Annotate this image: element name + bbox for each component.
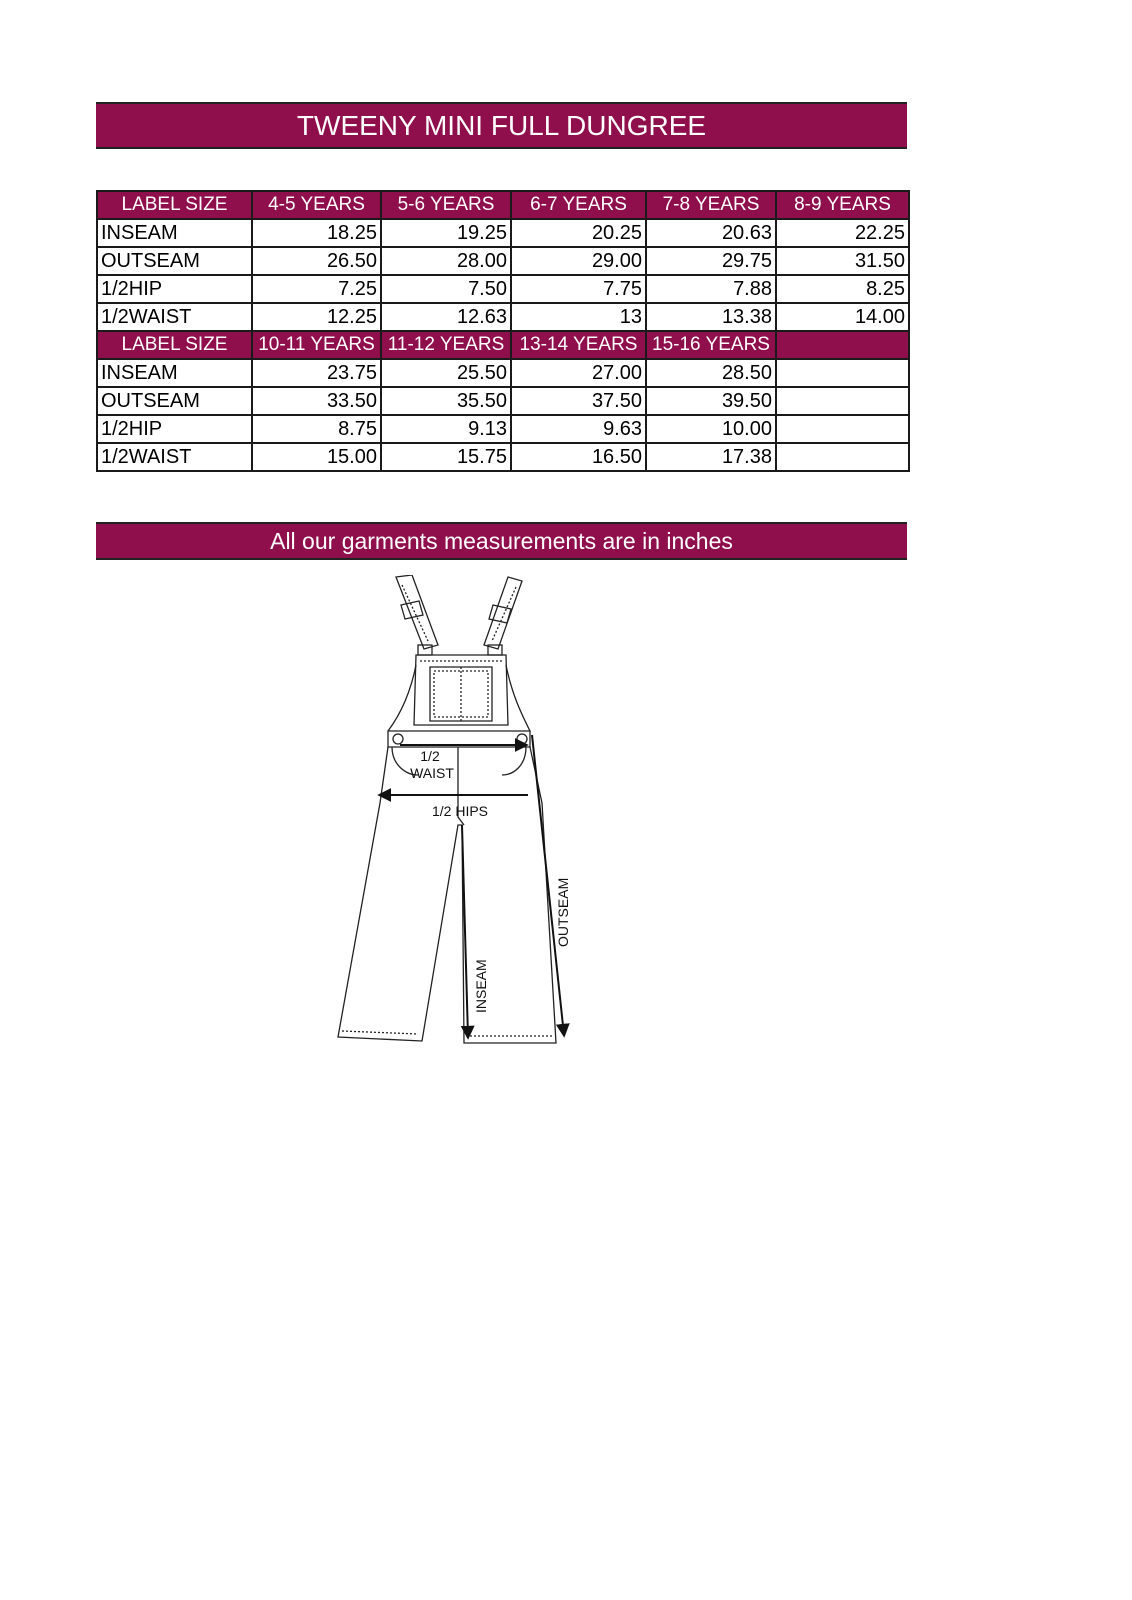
row-label: INSEAM — [97, 219, 252, 247]
table-row — [97, 387, 909, 415]
measurement-note: All our garments measurements are in inches — [96, 522, 907, 560]
table-cell: 9.63 — [511, 415, 646, 443]
table-cell: 7.75 — [511, 275, 646, 303]
table-cell: 33.50 — [252, 387, 381, 415]
table-cell: 12.25 — [252, 303, 381, 331]
table-cell: 37.50 — [511, 387, 646, 415]
size-chart-table — [96, 190, 910, 472]
table-cell: 17.38 — [646, 443, 776, 471]
table-cell — [776, 359, 909, 387]
table-cell: 12.63 — [381, 303, 511, 331]
table-cell: 9.13 — [381, 415, 511, 443]
table-row — [97, 247, 909, 275]
table-cell: 8.25 — [776, 275, 909, 303]
table-cell: 15.75 — [381, 443, 511, 471]
table-cell: 35.50 — [381, 387, 511, 415]
table-cell: 16.50 — [511, 443, 646, 471]
header-cell: 6-7 YEARS — [511, 191, 646, 219]
table-row — [97, 219, 909, 247]
header-cell: 10-11 YEARS — [252, 331, 381, 359]
table-cell: 29.75 — [646, 247, 776, 275]
table-row — [97, 303, 909, 331]
table-cell: 29.00 — [511, 247, 646, 275]
table-cell: 39.50 — [646, 387, 776, 415]
header-cell: 11-12 YEARS — [381, 331, 511, 359]
table-cell: 7.50 — [381, 275, 511, 303]
table-row — [97, 359, 909, 387]
header-cell: 13-14 YEARS — [511, 331, 646, 359]
measurement-arrows — [380, 735, 564, 1037]
table-cell: 8.75 — [252, 415, 381, 443]
table-cell — [776, 415, 909, 443]
dungaree-diagram — [330, 575, 590, 1075]
table-cell: 27.00 — [511, 359, 646, 387]
outseam-label: OUTSEAM — [555, 877, 571, 947]
table-cell: 13.38 — [646, 303, 776, 331]
table-cell: 7.25 — [252, 275, 381, 303]
table-cell: 20.25 — [511, 219, 646, 247]
header-cell: 8-9 YEARS — [776, 191, 909, 219]
table-cell: 20.63 — [646, 219, 776, 247]
header-cell: 7-8 YEARS — [646, 191, 776, 219]
table-cell: 31.50 — [776, 247, 909, 275]
table-cell: 10.00 — [646, 415, 776, 443]
header-cell: 4-5 YEARS — [252, 191, 381, 219]
table-cell: 13 — [511, 303, 646, 331]
table-row — [97, 415, 909, 443]
table-cell: 7.88 — [646, 275, 776, 303]
row-label: 1/2HIP — [97, 415, 252, 443]
table-cell: 15.00 — [252, 443, 381, 471]
header-cell: 5-6 YEARS — [381, 191, 511, 219]
inseam-label: INSEAM — [473, 959, 489, 1013]
row-label: INSEAM — [97, 359, 252, 387]
table-cell: 22.25 — [776, 219, 909, 247]
table-cell: 28.50 — [646, 359, 776, 387]
row-label: 1/2WAIST — [97, 443, 252, 471]
row-label: OUTSEAM — [97, 387, 252, 415]
table-row — [97, 275, 909, 303]
table-cell — [776, 443, 909, 471]
table-cell: 23.75 — [252, 359, 381, 387]
table-cell: 26.50 — [252, 247, 381, 275]
header-cell: LABEL SIZE — [97, 191, 252, 219]
table-header-row — [97, 191, 909, 219]
half-waist-label-line2: WAIST — [410, 765, 454, 781]
table-row — [97, 443, 909, 471]
row-label: 1/2WAIST — [97, 303, 252, 331]
page-title: TWEENY MINI FULL DUNGREE — [96, 102, 907, 149]
table-cell — [776, 387, 909, 415]
header-cell: 15-16 YEARS — [646, 331, 776, 359]
row-label: OUTSEAM — [97, 247, 252, 275]
table-header-row — [97, 331, 909, 359]
table-cell: 14.00 — [776, 303, 909, 331]
table-cell: 25.50 — [381, 359, 511, 387]
half-waist-label-line1: 1/2 — [420, 748, 440, 764]
header-cell — [776, 331, 909, 359]
header-cell: LABEL SIZE — [97, 331, 252, 359]
table-cell: 19.25 — [381, 219, 511, 247]
row-label: 1/2HIP — [97, 275, 252, 303]
half-hips-label: 1/2 HIPS — [431, 803, 489, 819]
table-cell: 28.00 — [381, 247, 511, 275]
table-cell: 18.25 — [252, 219, 381, 247]
